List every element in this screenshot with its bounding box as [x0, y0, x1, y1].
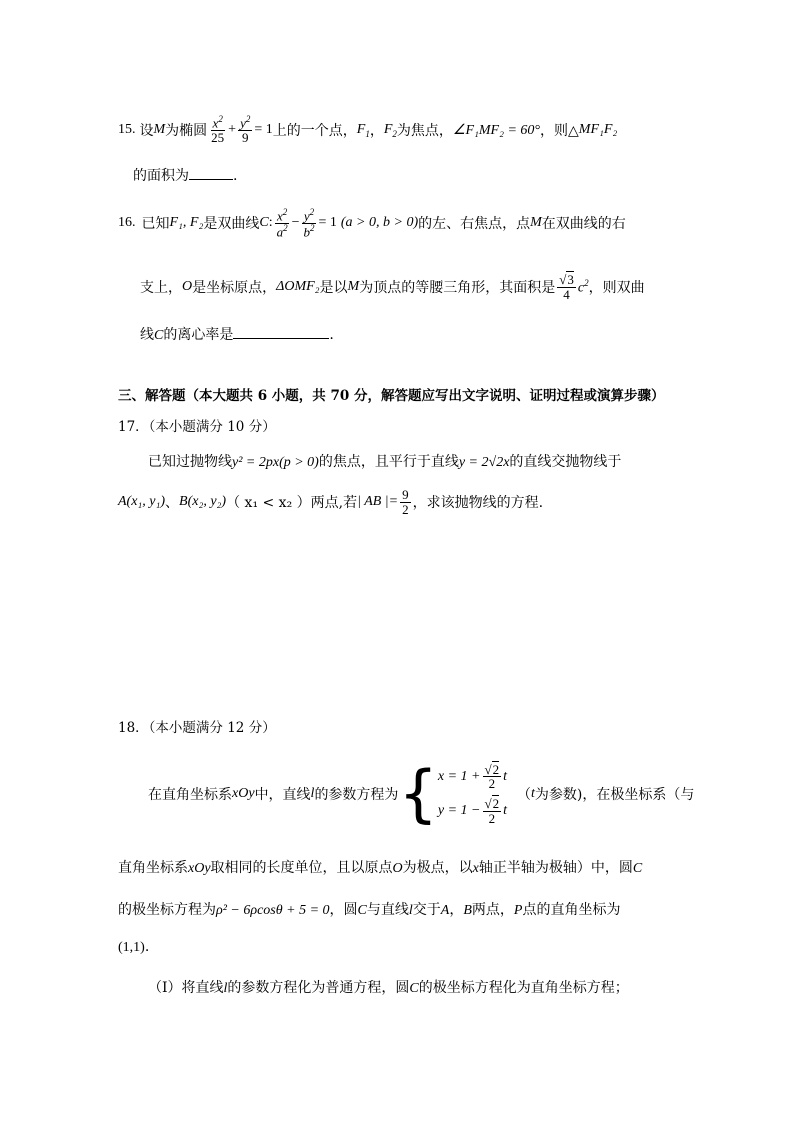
- text: 的直线交抛物线于: [509, 454, 622, 470]
- math-var: O: [392, 861, 403, 876]
- period: .: [329, 327, 334, 343]
- text: 交于: [412, 902, 441, 918]
- math-var: $F_1$: [356, 121, 370, 139]
- text: ，则△: [540, 123, 579, 139]
- question-17-header: 17．（本小题满分 10 分）: [118, 419, 276, 435]
- text: 为椭圆: [165, 123, 208, 139]
- question-18-line2: [118, 857, 642, 877]
- text: 线: [140, 327, 154, 343]
- text: 与直线: [366, 902, 409, 918]
- question-18-line4: [118, 939, 149, 956]
- text: 是坐标原点，: [192, 280, 277, 296]
- question-18-line3: [118, 899, 620, 919]
- text: 为参数)，在极坐标系（与: [534, 787, 695, 803]
- math-var: A: [440, 903, 450, 918]
- fraction: $\frac{√2}{2}$: [484, 796, 500, 826]
- text: 为顶点的等腰三角形，其面积是: [359, 280, 556, 296]
- text: 在直角坐标系: [148, 787, 232, 803]
- math-var: xOy: [188, 861, 211, 876]
- answer-blank: [189, 167, 233, 180]
- math-var: xOy: [232, 786, 255, 801]
- question-15-line2: [133, 165, 237, 185]
- answer-blank: [233, 326, 329, 339]
- math-var: B: [463, 903, 472, 918]
- text: 支上，: [140, 280, 182, 296]
- denominator: 9: [241, 130, 249, 146]
- math-var: P: [513, 903, 523, 918]
- point-a: A(x₁, y₁): [118, 494, 166, 509]
- text: 是以: [319, 280, 348, 296]
- coordinate: (1,1): [118, 940, 145, 955]
- math-var: C: [154, 328, 164, 343]
- math-var: $c^2$: [577, 277, 589, 296]
- condition: (a > 0, b > 0): [340, 215, 419, 230]
- text: 已知: [141, 216, 170, 232]
- condition: （ x₁ < x₂ ）两点,若: [226, 495, 358, 511]
- text: 的极坐标方程为: [118, 902, 216, 918]
- math-var: y: [240, 115, 246, 131]
- math-var: O: [182, 279, 193, 294]
- question-16-line2: [140, 266, 645, 308]
- math-var: t: [531, 786, 535, 801]
- question-16-line3: [140, 324, 334, 344]
- text: （Ⅰ）将直线: [148, 980, 224, 996]
- question-15: 15. 设 M 为椭圆 $\frac{x^2}{25}$ + $\frac{y^2}{9}$ = 1 上的一个点， $F_1$ ， $F_2$ 为焦点， ∠F₁MF₂ = 60° ，则△ MF₁F₂: [118, 114, 618, 146]
- text: 取相同的长度单位，且以原点: [210, 860, 393, 876]
- question-17-line1: [148, 451, 621, 471]
- parametric-system: [438, 763, 507, 826]
- text: 的参数方程化为普通方程，圆: [227, 980, 410, 996]
- question-18-part1: [148, 977, 629, 997]
- math-var: x: [472, 861, 479, 876]
- text: 为极点，以: [402, 860, 473, 876]
- equation: x = 1 +: [437, 768, 481, 784]
- fraction: $\frac{√2}{2}$: [484, 761, 500, 792]
- text: 的极坐标方程化为直角坐标方程；: [418, 980, 629, 996]
- point-b: B(x₂, y₂): [179, 494, 227, 509]
- text: 直角坐标系: [118, 860, 188, 876]
- question-number: 15.: [118, 122, 136, 137]
- math-var: C: [632, 861, 643, 876]
- fraction: $\frac{x^2}{a^2}$: [276, 206, 288, 239]
- equation: y = 1 −: [437, 803, 481, 819]
- math-var: x: [212, 115, 219, 131]
- fraction: $\frac{y^2}{b^2}$: [303, 206, 315, 239]
- text: 中，直线: [254, 787, 311, 803]
- text: 上的一个点，: [272, 123, 357, 139]
- math-var: l: [408, 903, 413, 918]
- text: 已知过抛物线: [148, 454, 232, 470]
- brace: {: [398, 757, 438, 830]
- fraction: $\frac{x^2}{25}$: [211, 114, 225, 146]
- text: ，则双曲: [588, 280, 645, 296]
- math-var: M: [153, 122, 166, 137]
- math-var: $F_2$: [383, 121, 397, 139]
- math-var: F₁, F₂: [169, 215, 204, 230]
- fraction: $\frac{√3}{4}$: [559, 271, 574, 302]
- denominator: 25: [211, 130, 225, 146]
- text: 的面积为: [133, 168, 189, 184]
- math-var: t: [503, 768, 508, 784]
- period: .: [144, 939, 150, 955]
- question-16: 16. 已知 F₁, F₂ 是双曲线 C : $\frac{x^2}{a^2}$ − $\frac{y^2}{b^2}$ = 1 (a > 0, b > 0) 的左、右焦点，点 M 在双曲线的右: [118, 206, 626, 239]
- math-var: l: [223, 981, 228, 996]
- text: ，求该抛物线的方程.: [412, 495, 544, 511]
- text: 点的直角坐标为: [522, 902, 621, 918]
- math-var: C: [259, 215, 269, 230]
- text: 的左、右焦点，点: [418, 216, 531, 232]
- text: 的离心率是: [163, 327, 234, 343]
- equation: y² = 2px(p > 0): [232, 455, 319, 470]
- text: （: [517, 787, 532, 803]
- fraction: $\frac{9}{2}$: [402, 486, 409, 517]
- math-var: ΔOMF₂: [276, 279, 320, 294]
- text: 两点，: [471, 902, 514, 918]
- equation: | AB |=: [357, 494, 399, 509]
- text: 的焦点，且平行于直线: [318, 454, 459, 470]
- equation: = 1: [254, 122, 273, 137]
- question-18-header: 18．（本小题满分 12 分）: [118, 720, 276, 736]
- text: 的参数方程为: [314, 787, 399, 803]
- math-var: M: [347, 279, 360, 294]
- math-var: M: [530, 215, 542, 230]
- question-number: 16.: [118, 215, 136, 230]
- text: 是双曲线: [203, 216, 260, 232]
- text: 为焦点，: [396, 123, 453, 139]
- angle-expression: ∠F₁MF₂ = 60°: [452, 122, 540, 138]
- section-heading: 三、解答题（本大题共 6 小题，共 70 分，解答题应写出文字说明、证明过程或演算步骤）: [118, 388, 665, 404]
- text: ，圆: [329, 902, 358, 918]
- fraction: $\frac{y^2}{9}$: [240, 114, 251, 146]
- question-17-line2: [118, 482, 543, 522]
- math-var: C: [409, 981, 419, 996]
- math-var: MF₁F₂: [578, 122, 618, 137]
- text: 在双曲线的右: [541, 216, 626, 232]
- math-var: C: [357, 903, 367, 918]
- text: 轴正半轴为极轴）中，圆: [478, 860, 633, 876]
- equation: y = 2√2x: [458, 455, 510, 470]
- math-var: t: [503, 803, 508, 819]
- equation: ρ² − 6ρcosθ + 5 = 0: [216, 903, 330, 918]
- question-18-line1: [148, 746, 694, 842]
- text: 设: [139, 123, 154, 139]
- period: .: [233, 168, 238, 184]
- text: ，: [449, 902, 464, 918]
- math-var: l: [310, 786, 315, 801]
- separator: 、: [165, 495, 180, 511]
